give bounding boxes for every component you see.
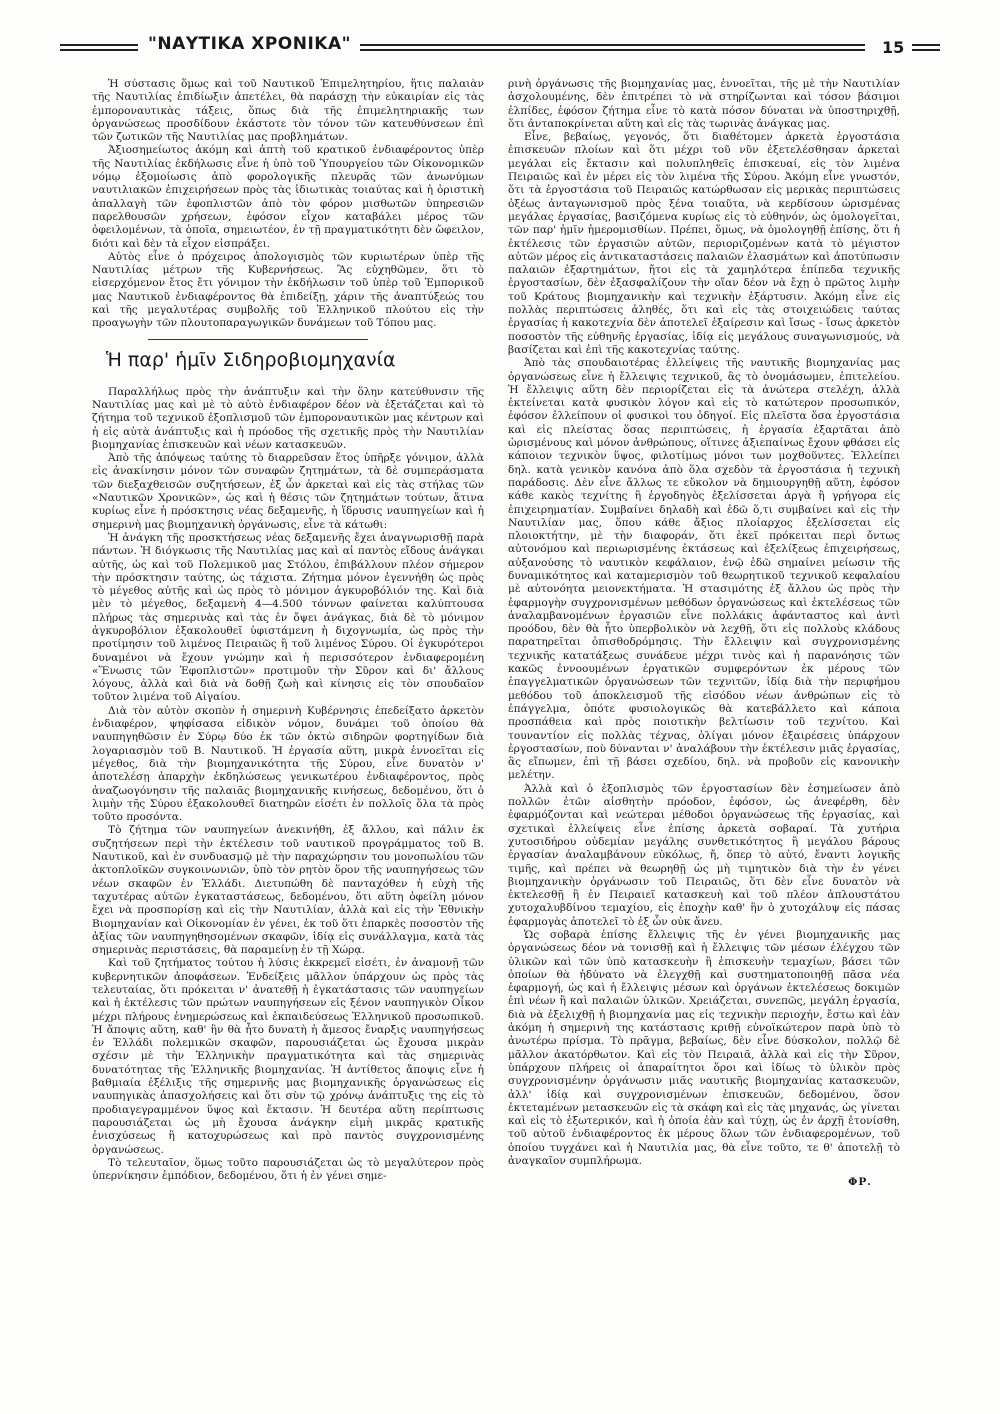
paragraph: Καὶ τοῦ ζητήματος τούτου ἡ λύσις ἐκκρεμεῖ εἰσέτι, ἐν ἀναμονῇ τῶν κυβερνητικῶν ἀποφάσεων. Ἐνδείξεις μᾶλλον ὑπάρχουν ὡς πρὸς τὰς τελευταίας, ὅτι πρόκειται ν' ἀνατεθῇ ἡ ἐγκατάστασις τῶν ναυπηγείων καὶ ἡ ἐκτέλεσις τῶν πρώτων ναυπηγήσεων εἰς ξένον ναυπηγικὸν Οἶκον μέχρι πλήρους ἐνημερώσεως καὶ ἐκπαιδεύσεως Ἑλληνικοῦ προσωπικοῦ. Ἡ ἄποψις αὕτη, καθ' ἣν θὰ ἦτο δυνατὴ ἡ ἄμεσος ἔναρξις ναυπηγήσεως ἐν Ἑλλάδι πολεμικῶν σκαφῶν, παρουσιάζεται ὡς ἔχουσα μικρὰν σχέσιν μὲ τὴν Ἑλληνικὴν πραγματικότητα καὶ τὰς σημερινὰς δυνατότητας τῆς Ἑλληνικῆς βιομηχανίας. Ἡ ἀντίθετος ἄποψις εἶνε ἡ βαθμιαία ἐξέλιξις τῆς σημερινῆς μας βιομηχανικῆς ὀργανώσεως εἰς ναυπηγικὰς ἀπασχολήσεις καὶ ὅτι σὺν τῷ χρόνῳ ἀνάπτυξις της εἰς τὸ προδιαγεγραμμένον ὕψος καὶ ἔκτασιν. Ἡ δευτέρα αὕτη περίπτωσις παρουσιάζεται ὡς μὴ ἔχουσα ἀνάγκην εἰμὴ μικρᾶς κρατικῆς ἐνισχύσεως ἢ κατοχυρώσεως καὶ πρὸ παντὸς συγχρονισμένης ὀργανώσεως.	[92, 957, 484, 1156]
paragraph: Εἶνε, βεβαίως, γεγονός, ὅτι διαθέτομεν ἀρκετὰ ἐργοστάσια ἐπισκευῶν πλοίων καὶ ὅτι μέχρι τοῦ νῦν ἐξετελέσθησαν ἀρκεταὶ μεγάλαι εἰς ἔκτασιν καὶ πολυπληθεῖς ἐπισκευαί, εἰς τὸν λιμένα Πειραιῶς καὶ ἐν μέρει εἰς τὸν λιμένα τῆς Σύρου. Ἀκόμη εἶνε γνωστόν, ὅτι τὰ ἐργοστάσια τοῦ Πειραιῶς κατώρθωσαν εἰς μερικὰς περιπτώσεις ὀξέως ἀνταγωνισμοῦ πρὸς ξένα τοιαῦτα, νὰ κερδίσουν ὡρισμένας μεγάλας ἐργασίας, βασιζόμενα κυρίως εἰς τὸ εὐθηνόν, ὡς ὁμολογεῖται, τῶν παρ' ἡμῖν ἡμερομισθίων. Πρέπει, ὅμως, νὰ ὁμολογηθῇ ἐπίσης, ὅτι ἡ ἐκτέλεσις τῶν ἐργασιῶν αὐτῶν, περιοριζομένων κατὰ τὸ μέγιστον αὐτῶν μέρος εἰς ἀντικαταστάσεις παλαιῶν ἐλασμάτων καὶ ἀποτύπωσιν παλαιῶν ἐξαρτημάτων, ἤτοι εἰς τὰ χαμηλότερα ἐπίπεδα τεχνικῆς ἐργοστασίων, δὲν ἐξασφαλίζουν τὴν οἵαν δέον νὰ ἔχῃ ὁ πρῶτος λιμὴν τοῦ Κράτους βιομηχανικὴν καὶ τεχνικὴν ἐξάρτυσιν. Ἀκόμη εἶνε εἰς πολλὰς περιπτώσεις ἀληθές, ὅτι καὶ εἰς τὰς στοιχειώδεις ταύτας ἐργασίας ἡ κακοτεχνία δὲν ἀποτελεῖ ἐξαίρεσιν καὶ ἴσως - ἴσως ἀρκετὸν ποσοστὸν τῆς εὐθηνῆς ἐργασίας, ἰδίᾳ εἰς μεγάλους συναγωνισμούς, νὰ βασίζεται καὶ ἐπὶ τῆς κακοτεχνίας ταύτης.	[508, 131, 900, 356]
paragraph: ρινὴ ὀργάνωσις τῆς βιομηχανίας μας, ἐννοεῖται, τῆς μὲ τὴν Ναυτιλίαν ἀσχολουμένης, δὲν ἐπιτρέπει τὸ νὰ στηρίζωνται καὶ τόσον βάσιμοι ἐλπίδες, ἐφόσον ζήτημα εἶνε τὸ κατὰ πόσον δύναται νὰ ὑποστηριχθῇ, ὅτι ἀνταποκρίνεται αὕτη καὶ εἰς τὰς τωρινὰς ἀνάγκας μας.	[508, 78, 900, 130]
paragraph: Αὐτὸς εἶνε ὁ πρόχειρος ἀπολογισμὸς τῶν κυριωτέρων ὑπὲρ τῆς Ναυτιλίας μέτρων τῆς Κυβερνήσεως. Ἂς εὐχηθῶμεν, ὅτι τὸ εἰσερχόμενον ἔτος ἔτι γόνιμον τὴν ἐκδήλωσιν τοῦ ὑπὲρ τοῦ Ἐμπορικοῦ μας Ναυτικοῦ ἐνδιαφέροντος θὰ ἐπιδείξῃ, χάριν τῆς ἀναπτύξεώς του καὶ τῆς μεγαλυτέρας συμβολῆς τοῦ Ἑλληνικοῦ πλούτου εἰς τὴν προαγωγὴν τῶν πλουτοπαραγωγικῶν δυνάμεων τοῦ Τόπου μας.	[92, 250, 484, 330]
paragraph: Ἀλλὰ καὶ ὁ ἐξοπλισμὸς τῶν ἐργοστασίων δὲν ἐσημείωσεν ἀπὸ πολλῶν ἐτῶν αἰσθητὴν πρόοδον, ἐφόσον, ὡς ἀνεφέρθη, δὲν ἐφαρμόζονται καὶ νεώτεραι μέθοδοι ὀργανώσεως τῆς ἐργασίας, καὶ σχετικαὶ ἐλλείψεις εἶνε ἐπίσης ἀρκετὰ σοβαραί. Τὰ χυτήρια χυτοσιδήρου οὐδεμίαν μεγάλης συνθετικότητος ἢ μεγάλου βάρους ἐργασίαν ἀναλαμβάνουν εὐκόλως, ἤ, ὅπερ τὸ αὐτό, ἔναντι λογικῆς τιμῆς, καὶ πρέπει νὰ θεωρηθῇ ὡς μὴ τιμητικὸν διὰ τὴν ἐν γένει βιομηχανικὴν ὀργάνωσιν τοῦ Πειραιῶς, ὅτι δὲν εἶνε δυνατὸν νὰ ἐκτελεσθῇ ἢ ἐν Πειραιεῖ κατασκευὴ καὶ τοῦ πλέον ἁπλουστάτου χυτοχαλυβδίνου τεμαχίου, εἰς ἐποχὴν καθ' ἣν ὁ χυτοχάλυψ εἰς πάσας ἐφαρμογὰς ἀποτελεῖ τὸ ἐξ ὧν οὐκ ἄνευ.	[508, 782, 900, 928]
paragraph: Τὸ τελευταῖον, ὅμως τοῦτο παρουσιάζεται ὡς τὸ μεγαλύτερον πρὸς ὑπερνίκησιν ἐμπόδιον, δεδομένου, ὅτι ἡ ἐν γένει σημε-	[92, 1156, 484, 1183]
paragraph: Ἀπὸ τὰς σπουδαιοτέρας ἐλλείψεις τῆς ναυτικῆς βιομηχανίας μας ὀργανώσεως εἶνε ἡ ἔλλειψις τεχνικοῦ, ἂς τὸ ὀνομάσωμεν, ἐπιτελείου. Ἡ ἔλλειψις αὕτη δὲν περιορίζεται εἰς τὰ ἀνώτερα στελέχη, ἀλλὰ ἐκτείνεται κατὰ φυσικὸν λόγον καὶ εἰς τὸ κατώτερον προσωπικόν, ἐφόσον ἐλλείπουν οἱ φυσικοὶ του ὁδηγοί. Εἰς πλεῖστα ὅσα ἐργοστάσια καὶ εἰς πλείστας ὅσας περιπτώσεις, ἡ ἐργασία ἐξαρτᾶται ἀπὸ ὡρισμένους καὶ μόνον ἀνθρώπους, οἵτινες ἀξιεπαίνως ἔχουν φθάσει εἰς κάποιον τεχνικὸν ὕψος, φιλοτίμως μόνοι των μοχθοῦντες. Ἐλλείπει δηλ. κατὰ γενικὸν κανόνα ἀπὸ ὅλα σχεδὸν τὰ ἐργοστάσια ἡ τεχνικὴ παράδοσις. Δὲν εἶνε ἄλλως τε εὔκολον νὰ δημιουργηθῇ αὕτη, ἐφόσον κάθε κακὸς τεχνίτης ἢ ἐργοδηγὸς ἐξελίσσεται ἀργὰ ἢ γρήγορα εἰς ἐπιχειρηματίαν. Συμβαίνει δηλαδὴ καὶ ἐδῶ ὅ,τι συμβαίνει καὶ εἰς τὴν Ναυτιλίαν μας, ὅπου κάθε ἄξιος πλοίαρχος ἐξελίσσεται εἰς πλοιοκτήτην, μὲ τὴν διαφοράν, ὅτι ἐκεῖ πρόκειται περὶ ὄντως αὐτονόμου καὶ περιωρισμένης ἐκτάσεως καὶ ἐξελίξεως ἐπιχειρήσεως, αὐξανούσης τὸ ναυτικὸν κεφάλαιον, ἐνῷ ἐδῶ σημαίνει μείωσιν τῆς δυναμικότητος καὶ καταμερισμὸν τοῦ θεωρητικοῦ τεχνικοῦ κεφαλαίου μὲ αὐτονόητα μειονεκτήματα. Ἡ στασιμότης ἐξ ἄλλου ὡς πρὸς τὴν ἐφαρμογὴν συγχρονισμένων μεθόδων ὀργανώσεως καὶ ἐκτελέσεως τῶν ἀναλαμβανομένων ἐργασιῶν εἶνε πολλάκις ἀφάνταστος καὶ ἀντὶ προόδου, δὲν θὰ ἦτο ὑπερβολικὸν νὰ λεχθῇ, ὅτι εἰς πολλοὺς κλάδους παρατηρεῖται ὀπισθοδρόμησις. Τὴν ἔλλειψιν καὶ συγχρονισμένης τεχνικῆς κατατάξεως συνάδευε μέχρι τινὸς καὶ ἡ παρανόησις τῶν κακῶς ἐννοουμένων ἐργατικῶν συμφερόντων ἐκ μέρους τῶν ἐπαγγελματικῶν ὀργανώσεων τῶν τεχνιτῶν, ἰδίᾳ διὰ τὴν περιφήμου μεθόδου τοῦ ἀποκλεισμοῦ τῆς εἰσόδου νέων ἀνθρώπων εἰς τὸ ἐπάγγελμα, ὁπότε φυσιολογικῶς θὰ κατεβάλλετο καὶ κάποια προσπάθεια καὶ πρὸς ποιοτικὴν βελτίωσιν τοῦ τεχνίτου. Καὶ τουναντίον εἰς πολλὰς τέχνας, ὀλίγαι μόνον ἐξαιρέσεις ὑπάρχουν ἐργοστασίων, ποὺ δύνανται ν' ἀναλάβουν τὴν ἐκτέλεσιν μιᾶς ἐργασίας, ἂς εἴπωμεν, ἐπὶ τῇ βάσει σχεδίου, δηλ. νὰ προβοῦν εἰς κανονικὴν μελέτην.	[508, 357, 900, 782]
left-column	[92, 78, 484, 1368]
paragraph: Ἡ σύστασις ὅμως καὶ τοῦ Ναυτικοῦ Ἐπιμελητηρίου, ἥτις παλαιὰν τῆς Ναυτιλίας ἐπιδίωξιν ἀπετέλει, θὰ παράσχῃ τὴν εὐκαιρίαν εἰς τὰς ἐμποροναυτικὰς τάξεις, ὅπως διὰ τῆς ἐπιμελητηριακῆς των ὀργανώσεως προσδίδουν ἑκάστοτε τὸν τόνον τῶν κατευθύνσεων ἐπὶ τῶν ζωτικῶν τῆς Ναυτιλίας μας προβλημάτων.	[92, 78, 484, 144]
paragraph: Ὡς σοβαρὰ ἐπίσης ἔλλειψις τῆς ἐν γένει βιομηχανικῆς μας ὀργανώσεως δέον νὰ τονισθῇ καὶ ἡ ἔλλειψις τῶν μέσων ἐλέγχου τῶν ὑλικῶν καὶ τῶν ὑπὸ κατασκευὴν ἢ ἐπισκευὴν τεμαχίων, βάσει τῶν ὁποίων θὰ ἠδύνατο νὰ ἐλεγχθῇ καὶ συστηματοποιηθῇ πᾶσα νέα ἐφαρμογή, ὡς καὶ ἡ ἔλλειψις μέσων καὶ ὀργάνων ἐκτελέσεως δοκιμῶν ἐπὶ νέων ἢ καὶ παλαιῶν ὑλικῶν. Χρειάζεται, συνεπῶς, μεγάλη ἐργασία, διὰ νὰ ἐξελιχθῇ ἡ βιομηχανία μας εἰς τεχνικὴν περιοχήν, ἔστω καὶ ἐὰν ἀκόμη ἡ σημερινὴ της κατάστασις κριθῇ εὐνοϊκώτερον παρὰ ὑπὸ τὸ ἀνωτέρω πρίσμα. Τὸ πρᾶγμα, βεβαίως, δὲν εἶνε δύσκολον, πολλῷ δὲ μᾶλλον ἀκατόρθωτον. Καὶ εἰς τὸν Πειραιᾶ, ἀλλὰ καὶ εἰς τὴν Σῦρον, ὑπάρχουν πλήρεις οἱ ἀπαραίτητοι ὅροι καὶ ἰδίως τὸ ὑλικὸν πρὸς συγχρονισμένην ὀργάνωσιν μιᾶς ναυτικῆς βιομηχανίας κατασκευῶν, ἀλλ' ἰδίᾳ καὶ συγχρονισμένων ἐπισκευῶν, δεδομένου, ὅσον ἐκτεταμένων μετασκευῶν εἰς τὰ σκάφη καὶ εἰς τὰς μηχανάς, ὡς γίνεται καὶ εἰς τὸ ἐξωτερικόν, καὶ ἡ ὁποία ἐὰν καὶ τύχῃ, ὡς ἐν ἀρχῇ ἐτονίσθη, τοῦ αὐτοῦ ἐνδιαφέροντος ἐκ μέρους ὅλων τῶν ἐνδιαφερομένων, τοῦ ὁποίου τυγχάνει καὶ ἡ Ναυτιλία μας, θὰ εἶνε τοῦτο, τε θ' ἀποτελῇ τὸ ἀναγκαῖον συμπλήρωμα.	[508, 929, 900, 1168]
header-rule-right	[912, 44, 940, 51]
page-header	[60, 30, 940, 64]
section-divider	[148, 339, 368, 340]
paragraph: Ἀξιοσημείωτος ἀκόμη καὶ ἁπτὴ τοῦ κρατικοῦ ἐνδιαφέροντος ὑπὲρ τῆς Ναυτιλίας ἐκδήλωσις εἶνε ἡ ὑπὸ τοῦ Ὑπουργείου τῶν Οἰκονομικῶν νόμῳ ἐξομοίωσις ἀπὸ φορολογικῆς πλευρᾶς τῶν ἀνωνύμων ναυτιλιακῶν ἐπιχειρήσεων πρὸς τὰς ἰδιωτικὰς τοιαύτας καὶ ἡ ὁριστικὴ ἀπαλλαγὴ τῶν ἐφοπλιστῶν ἀπὸ τὸν φόρον μισθωτῶν ὑπηρεσιῶν παρελθουσῶν χρήσεων, ἐφόσον εἶχον καταβάλει μέρος τῶν ὀφειλομένων, τὰ ὁποῖα, σημειωτέον, ἐν τῇ πραγματικότητι δὲν ὤφειλον, διότι καὶ δὲν τὰ εἶχον εἰσπράξει.	[92, 144, 484, 250]
paragraph: Ἀπὸ τῆς ἀπόψεως ταύτης τὸ διαρρεῦσαν ἔτος ὑπῆρξε γόνιμον, ἀλλὰ εἰς ἀνακίνησιν μόνον τῶν συναφῶν ζητημάτων, τὰ δὲ συμπεράσματα τῶν διεξαχθεισῶν συζητήσεων, ἐξ ὧν ἀρκεταὶ καὶ εἰς τὰς στήλας τῶν «Ναυτικῶν Χρονικῶν», ὡς καὶ ἡ θέσις τῶν ζητημάτων τούτων, ἅτινα κυρίως εἶνε ἡ πρόσκτησις νέας δεξαμενῆς, ἡ ἵδρυσις ναυπηγείων καὶ ἡ σημερινὴ μας βιομηχανικὴ ὀργάνωσις, εἶνε τὰ κάτωθι:	[92, 452, 484, 531]
paragraph: Διὰ τὸν αὐτὸν σκοπὸν ἡ σημερινὴ Κυβέρνησις ἐπεδείξατο ἀρκετὸν ἐνδιαφέρον, ψηφίσασα εἰδικὸν νόμον, δυνάμει τοῦ ὁποίου θὰ ναυπηγηθῶσιν ἐν Σύρῳ δύο ἐκ τῶν ὀκτὼ σιδηρῶν φορτηγίδων διὰ λογαριασμὸν τοῦ Β. Ναυτικοῦ. Ἡ ἐργασία αὕτη, μικρὰ ἐννοεῖται εἰς μέγεθος, διὰ τὴν βιομηχανικότητα τῆς Σύρου, εἶνε δυνατὸν ν' ἀποτελέσῃ ἀπαρχὴν ἐκδηλώσεως γενικωτέρου ἐνδιαφέροντος, πρὸς ἀναζωογόνησιν τῆς παλαιᾶς βιομηχανικῆς κινήσεως, δεδομένου, ὅτι ὁ λιμὴν τῆς Σύρου ἐξακολουθεῖ διατηρῶν εἰσέτι ἐν πολλοῖς ὅλα τὰ πρὸς τοῦτο προσόντα.	[92, 704, 484, 824]
paragraph: Ἡ ἀνάγκη τῆς προσκτήσεως νέας δεξαμενῆς ἔχει ἀναγνωρισθῇ παρὰ πάντων. Ἡ διόγκωσις τῆς Ναυτιλίας μας καὶ αἱ παντὸς εἴδους ἀνάγκαι αὐτῆς, ὡς καὶ τοῦ Πολεμικοῦ μας Στόλου, ἐπιβάλλουν πλέον σήμερον τὴν πρόσκτησιν ταύτης, ὡς τάχιστα. Ζήτημα μόνον ἐγεννήθη ὡς πρὸς τὸ μέγεθος αὐτῆς καὶ ὡς πρὸς τὸ μόνιμον ἀγκυροβόλιόν της. Καὶ διὰ μὲν τὸ μέγεθος, δεξαμενὴ 4—4.500 τόννων φαίνεται καλύπτουσα πλήρως τὰς σημερινὰς καὶ τὰς ἐν ὄψει ἀνάγκας, διὰ δὲ τὸ μόνιμον ἀγκυροβόλιον ἐξακολουθεῖ ὑφιστάμενη ἡ διχογνωμία, ὡς πρὸς τὴν προτίμησιν τοῦ λιμένος Πειραιῶς ἢ τοῦ λιμένος Σύρου. Οἱ ἐγκυρότεροι δυναμένοι νὰ ἔχουν γνώμην καὶ ἡ περισσότερον ἐνδιαφερομένη «Ἕνωσις τῶν Ἐφοπλιστῶν» προτιμοῦν τὴν Σῦρον καὶ δι' ἄλλους λόγους, ἀλλὰ καὶ διὰ νὰ δοθῇ ζωὴ καὶ κίνησις εἰς τὸν σπουδαῖον τοῦτον λιμένα τοῦ Αἰγαίου.	[92, 531, 484, 704]
right-column	[508, 78, 900, 1368]
header-rule-left	[60, 44, 138, 51]
publication-title: "ΝΑΥΤΙΚΑ ΧΡΟΝΙΚΑ"	[148, 34, 351, 54]
author-signature: ΦΡ.	[848, 1176, 872, 1189]
paragraph: Παραλλήλως πρὸς τὴν ἀνάπτυξιν καὶ τὴν ὅλην κατεύθυνσιν τῆς Ναυτιλίας μας καὶ μὲ τὸ αὐτὸ ἐνδιαφέρον δέον νὰ ἐξετάζεται καὶ τὸ ζήτημα τοῦ τεχνικοῦ ἐξοπλισμοῦ τῶν ἐμποροναυτικῶν μας κέντρων καὶ ἡ εἰς αὐτὰ ἀνάπτυξις καὶ ἡ πρόοδος τῆς σχετικῆς πρὸς τὴν Ναυτιλίαν βιομηχανίας ἐπισκευῶν καὶ νέων κατασκευῶν.	[92, 385, 484, 451]
header-rule-middle	[360, 44, 865, 51]
page-number: 15	[882, 38, 905, 57]
section-heading: Ἡ παρ' ἡμῖν Σιδηροβιομηχανία	[106, 348, 396, 371]
paragraph: Τὸ ζήτημα τῶν ναυπηγείων ἀνεκινήθη, ἐξ ἄλλου, καὶ πάλιν ἐκ συζητήσεων περὶ τὴν ἐκτέλεσιν τοῦ ναυτικοῦ προγράμματος τοῦ Β. Ναυτικοῦ, καὶ ἐν συνδυασμῷ μὲ τὴν παραχώρησιν του μονοπωλίου τῶν ἀκτοπλοϊκῶν συγκοινωνιῶν, ὑπὸ τὸν ρητὸν ὅρον τῆς ναυπηγήσεως τῶν νέων σκαφῶν ἐν Ἑλλάδι. Διετυπώθη δὲ πανταχόθεν ἡ εὐχὴ τῆς ταχυτέρας αὐτῶν ἐγκαταστάσεως, δεδομένου, ὅτι αὕτη ὀφείλη μόνον ἔχει νὰ προσπορίσῃ καὶ εἰς τὴν Ναυτιλίαν, ἀλλὰ καὶ εἰς τὴν Ἐθνικὴν Βιομηχανίαν καὶ Οἰκονομίαν ἐν γένει, ἐκ τοῦ ὅτι ἐπαρκὲς ποσοστὸν τῆς ἀξίας τῶν ναυπηγηθησομένων σκαφῶν, ἰδίᾳ εἰς συνάλλαγμα, κατὰ τὰς σημερινὰς περιστάσεις, θὰ παραμείνῃ ἐν τῇ Χώρᾳ.	[92, 824, 484, 957]
